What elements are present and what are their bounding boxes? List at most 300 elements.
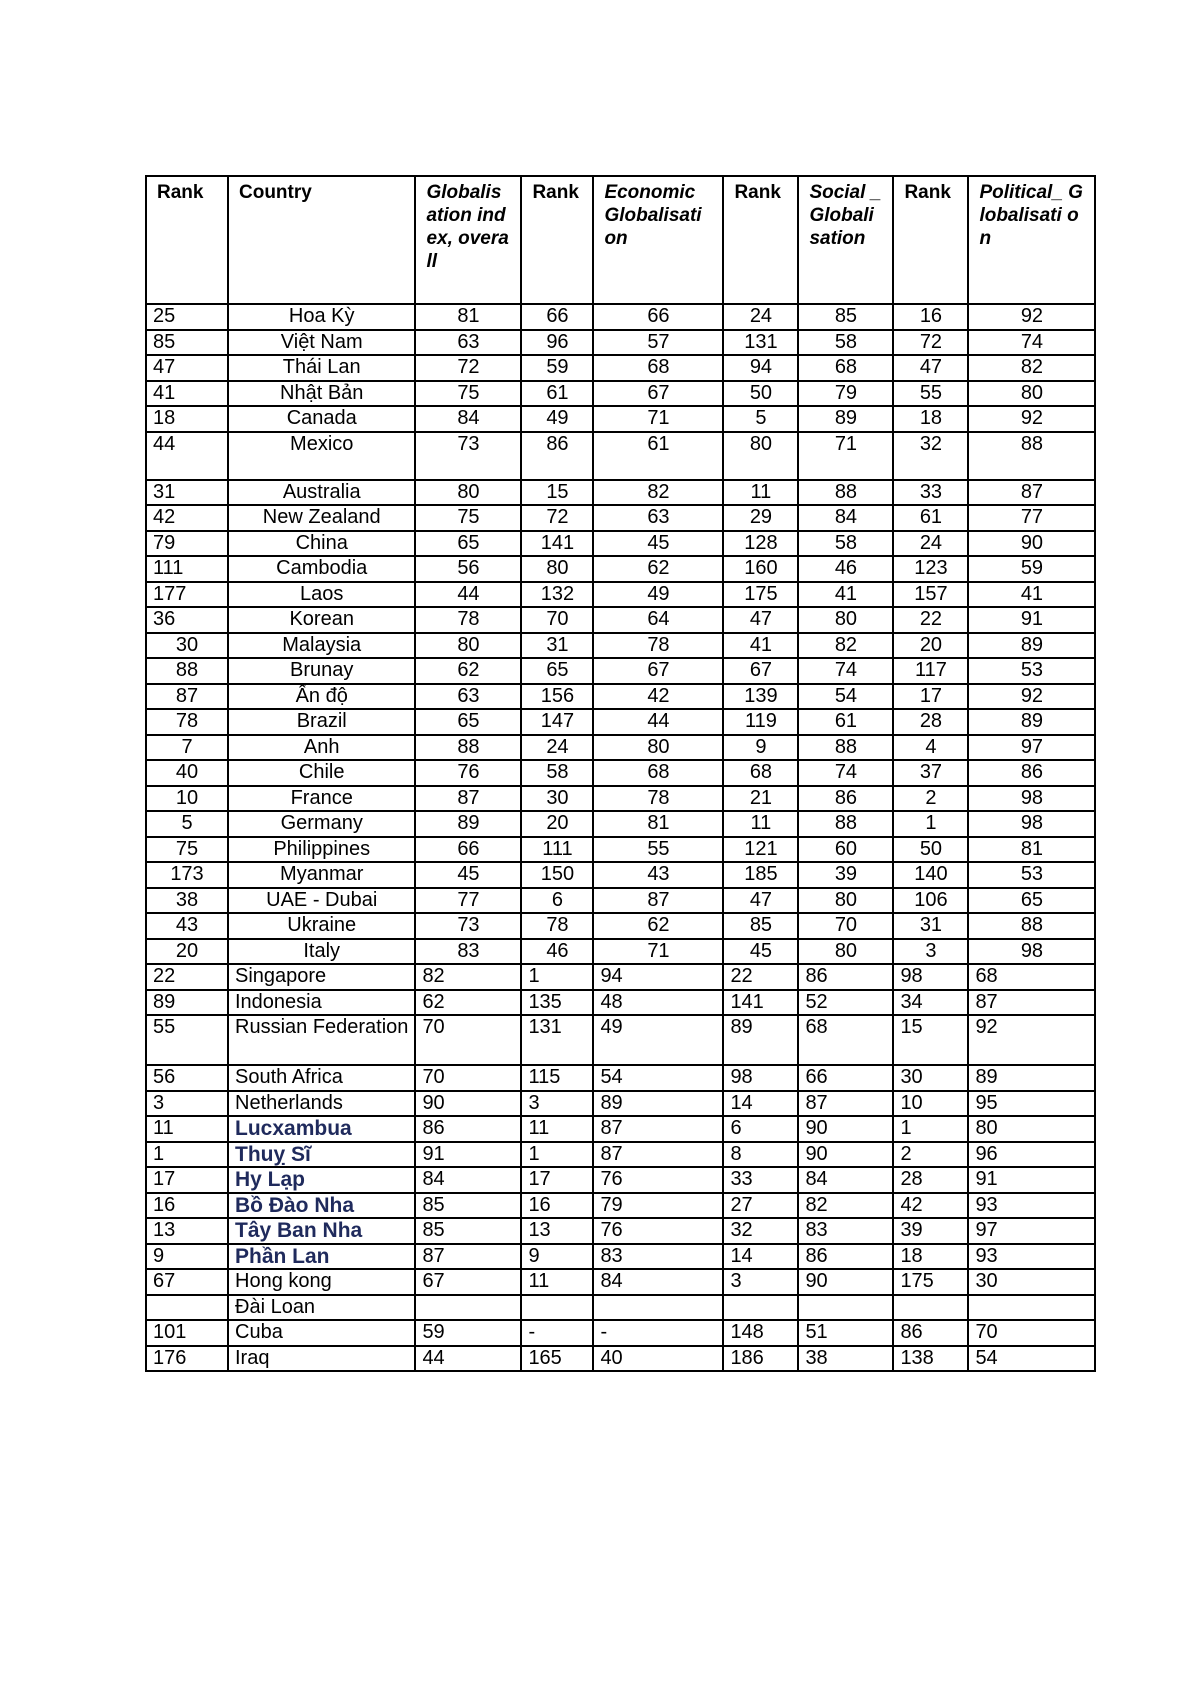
social-rank-cell: 139 bbox=[723, 684, 798, 710]
globalisation-index-cell: 65 bbox=[415, 531, 521, 557]
political-rank-cell: 10 bbox=[893, 1091, 968, 1117]
political-rank-cell: 24 bbox=[893, 531, 968, 557]
social-rank-cell: 98 bbox=[723, 1065, 798, 1091]
social-globalisation-cell: 70 bbox=[798, 913, 893, 939]
political-rank-cell: 18 bbox=[893, 406, 968, 432]
political-globalisation-cell bbox=[968, 1295, 1095, 1321]
political-rank-cell: 47 bbox=[893, 355, 968, 381]
social-globalisation-cell: 80 bbox=[798, 888, 893, 914]
rank-cell: 75 bbox=[146, 837, 228, 863]
table-row bbox=[146, 633, 1095, 659]
social-rank-cell: 131 bbox=[723, 330, 798, 356]
political-globalisation-cell: 97 bbox=[968, 735, 1095, 761]
economic-rank-cell: 15 bbox=[521, 480, 593, 506]
globalisation-index-cell: 84 bbox=[415, 406, 521, 432]
header-rank-political: Rank bbox=[893, 176, 968, 304]
country-cell: Hong kong bbox=[228, 1269, 415, 1295]
table-row bbox=[146, 862, 1095, 888]
political-globalisation-cell: 53 bbox=[968, 862, 1095, 888]
rank-cell: 1 bbox=[146, 1142, 228, 1168]
rank-cell: 111 bbox=[146, 556, 228, 582]
social-globalisation-cell: 88 bbox=[798, 735, 893, 761]
economic-globalisation-cell: 87 bbox=[593, 1116, 723, 1142]
table-row bbox=[146, 1218, 1095, 1244]
economic-globalisation-cell: 94 bbox=[593, 964, 723, 990]
country-cell: Netherlands bbox=[228, 1091, 415, 1117]
economic-rank-cell: 147 bbox=[521, 709, 593, 735]
political-rank-cell: 3 bbox=[893, 939, 968, 965]
rank-cell: 36 bbox=[146, 607, 228, 633]
rank-cell: 55 bbox=[146, 1015, 228, 1065]
economic-globalisation-cell: 49 bbox=[593, 582, 723, 608]
globalisation-index-cell bbox=[415, 1295, 521, 1321]
table-row bbox=[146, 330, 1095, 356]
rank-cell: 3 bbox=[146, 1091, 228, 1117]
political-globalisation-cell: 98 bbox=[968, 811, 1095, 837]
country-cell: South Africa bbox=[228, 1065, 415, 1091]
political-rank-cell: 50 bbox=[893, 837, 968, 863]
political-globalisation-cell: 87 bbox=[968, 480, 1095, 506]
globalisation-index-cell: 62 bbox=[415, 658, 521, 684]
political-rank-cell: 15 bbox=[893, 1015, 968, 1065]
social-globalisation-cell: 90 bbox=[798, 1142, 893, 1168]
political-globalisation-cell: 89 bbox=[968, 709, 1095, 735]
rank-cell: 18 bbox=[146, 406, 228, 432]
social-rank-cell: 14 bbox=[723, 1244, 798, 1270]
economic-rank-cell: 1 bbox=[521, 1142, 593, 1168]
table-row bbox=[146, 1346, 1095, 1372]
social-rank-cell: 5 bbox=[723, 406, 798, 432]
table-row bbox=[146, 990, 1095, 1016]
political-globalisation-cell: 89 bbox=[968, 633, 1095, 659]
social-rank-cell: 141 bbox=[723, 990, 798, 1016]
table-row bbox=[146, 1091, 1095, 1117]
country-cell: UAE - Dubai bbox=[228, 888, 415, 914]
table-row bbox=[146, 684, 1095, 710]
economic-globalisation-cell: 63 bbox=[593, 505, 723, 531]
globalisation-index-cell: 89 bbox=[415, 811, 521, 837]
social-globalisation-cell: 68 bbox=[798, 1015, 893, 1065]
social-rank-cell: 45 bbox=[723, 939, 798, 965]
economic-globalisation-cell: 81 bbox=[593, 811, 723, 837]
economic-rank-cell: 78 bbox=[521, 913, 593, 939]
political-globalisation-cell: 92 bbox=[968, 304, 1095, 330]
social-rank-cell: 175 bbox=[723, 582, 798, 608]
political-rank-cell: 33 bbox=[893, 480, 968, 506]
rank-cell: 79 bbox=[146, 531, 228, 557]
rank-cell: 67 bbox=[146, 1269, 228, 1295]
social-rank-cell: 121 bbox=[723, 837, 798, 863]
economic-globalisation-cell: 89 bbox=[593, 1091, 723, 1117]
rank-cell: 42 bbox=[146, 505, 228, 531]
political-globalisation-cell: 81 bbox=[968, 837, 1095, 863]
economic-rank-cell: 11 bbox=[521, 1116, 593, 1142]
social-globalisation-cell: 84 bbox=[798, 505, 893, 531]
economic-globalisation-cell: 42 bbox=[593, 684, 723, 710]
globalisation-index-cell: 44 bbox=[415, 1346, 521, 1372]
economic-globalisation-cell: 82 bbox=[593, 480, 723, 506]
social-globalisation-cell: 84 bbox=[798, 1167, 893, 1193]
economic-rank-cell: 31 bbox=[521, 633, 593, 659]
country-cell: Italy bbox=[228, 939, 415, 965]
rank-cell: 47 bbox=[146, 355, 228, 381]
political-rank-cell: 28 bbox=[893, 709, 968, 735]
header-political-globalisation: Political_ Globalisati on bbox=[968, 176, 1095, 304]
globalisation-index-cell: 77 bbox=[415, 888, 521, 914]
political-rank-cell: 106 bbox=[893, 888, 968, 914]
social-globalisation-cell bbox=[798, 1295, 893, 1321]
social-rank-cell: 33 bbox=[723, 1167, 798, 1193]
social-globalisation-cell: 82 bbox=[798, 633, 893, 659]
economic-globalisation-cell: 87 bbox=[593, 1142, 723, 1168]
political-rank-cell: 175 bbox=[893, 1269, 968, 1295]
globalisation-index-cell: 90 bbox=[415, 1091, 521, 1117]
political-rank-cell: 72 bbox=[893, 330, 968, 356]
table-row bbox=[146, 1244, 1095, 1270]
social-globalisation-cell: 80 bbox=[798, 939, 893, 965]
economic-rank-cell: 135 bbox=[521, 990, 593, 1016]
table-row bbox=[146, 760, 1095, 786]
political-rank-cell: 22 bbox=[893, 607, 968, 633]
rank-cell: 16 bbox=[146, 1193, 228, 1219]
social-globalisation-cell: 51 bbox=[798, 1320, 893, 1346]
table-row bbox=[146, 505, 1095, 531]
economic-globalisation-cell: 71 bbox=[593, 406, 723, 432]
globalisation-index-cell: 85 bbox=[415, 1218, 521, 1244]
economic-globalisation-cell: 62 bbox=[593, 913, 723, 939]
rank-cell: 31 bbox=[146, 480, 228, 506]
economic-rank-cell: 96 bbox=[521, 330, 593, 356]
country-cell: China bbox=[228, 531, 415, 557]
table-row bbox=[146, 1295, 1095, 1321]
economic-globalisation-cell: 44 bbox=[593, 709, 723, 735]
country-cell: Ukraine bbox=[228, 913, 415, 939]
table-row bbox=[146, 355, 1095, 381]
economic-rank-cell: 141 bbox=[521, 531, 593, 557]
table-row bbox=[146, 1065, 1095, 1091]
economic-globalisation-cell: 78 bbox=[593, 786, 723, 812]
country-cell: Việt Nam bbox=[228, 330, 415, 356]
globalisation-index-cell: 82 bbox=[415, 964, 521, 990]
economic-rank-cell: 70 bbox=[521, 607, 593, 633]
globalisation-index-cell: 87 bbox=[415, 1244, 521, 1270]
economic-globalisation-cell: 68 bbox=[593, 355, 723, 381]
rank-cell: 9 bbox=[146, 1244, 228, 1270]
economic-globalisation-cell: 45 bbox=[593, 531, 723, 557]
globalisation-table bbox=[145, 175, 1096, 1372]
political-rank-cell: 39 bbox=[893, 1218, 968, 1244]
country-cell: Tây Ban Nha bbox=[228, 1218, 415, 1244]
globalisation-index-cell: 83 bbox=[415, 939, 521, 965]
globalisation-index-cell: 73 bbox=[415, 913, 521, 939]
globalisation-index-cell: 91 bbox=[415, 1142, 521, 1168]
social-rank-cell: 50 bbox=[723, 381, 798, 407]
political-globalisation-cell: 54 bbox=[968, 1346, 1095, 1372]
table-row bbox=[146, 304, 1095, 330]
country-cell: Germany bbox=[228, 811, 415, 837]
political-globalisation-cell: 88 bbox=[968, 432, 1095, 480]
political-globalisation-cell: 92 bbox=[968, 1015, 1095, 1065]
globalisation-index-cell: 88 bbox=[415, 735, 521, 761]
social-rank-cell: 67 bbox=[723, 658, 798, 684]
rank-cell: 78 bbox=[146, 709, 228, 735]
globalisation-index-cell: 70 bbox=[415, 1015, 521, 1065]
rank-cell: 7 bbox=[146, 735, 228, 761]
social-globalisation-cell: 38 bbox=[798, 1346, 893, 1372]
political-rank-cell: 34 bbox=[893, 990, 968, 1016]
social-globalisation-cell: 90 bbox=[798, 1116, 893, 1142]
economic-rank-cell: - bbox=[521, 1320, 593, 1346]
economic-rank-cell: 3 bbox=[521, 1091, 593, 1117]
political-rank-cell: 1 bbox=[893, 811, 968, 837]
table-row bbox=[146, 811, 1095, 837]
social-rank-cell: 11 bbox=[723, 480, 798, 506]
table-row bbox=[146, 1142, 1095, 1168]
table-row bbox=[146, 913, 1095, 939]
political-globalisation-cell: 93 bbox=[968, 1193, 1095, 1219]
social-rank-cell: 68 bbox=[723, 760, 798, 786]
rank-cell: 5 bbox=[146, 811, 228, 837]
social-rank-cell: 160 bbox=[723, 556, 798, 582]
social-globalisation-cell: 58 bbox=[798, 531, 893, 557]
social-rank-cell: 185 bbox=[723, 862, 798, 888]
rank-cell: 173 bbox=[146, 862, 228, 888]
political-globalisation-cell: 53 bbox=[968, 658, 1095, 684]
political-globalisation-cell: 70 bbox=[968, 1320, 1095, 1346]
economic-globalisation-cell: 66 bbox=[593, 304, 723, 330]
table-body bbox=[146, 304, 1095, 1371]
country-cell: Thái Lan bbox=[228, 355, 415, 381]
political-rank-cell: 30 bbox=[893, 1065, 968, 1091]
social-globalisation-cell: 89 bbox=[798, 406, 893, 432]
political-globalisation-cell: 92 bbox=[968, 406, 1095, 432]
table-row bbox=[146, 837, 1095, 863]
globalisation-index-cell: 80 bbox=[415, 480, 521, 506]
rank-cell: 176 bbox=[146, 1346, 228, 1372]
economic-globalisation-cell: 79 bbox=[593, 1193, 723, 1219]
rank-cell: 88 bbox=[146, 658, 228, 684]
social-rank-cell: 3 bbox=[723, 1269, 798, 1295]
social-globalisation-cell: 68 bbox=[798, 355, 893, 381]
country-cell: Laos bbox=[228, 582, 415, 608]
political-rank-cell: 37 bbox=[893, 760, 968, 786]
political-rank-cell: 98 bbox=[893, 964, 968, 990]
table-row bbox=[146, 582, 1095, 608]
economic-rank-cell: 132 bbox=[521, 582, 593, 608]
globalisation-index-cell: 56 bbox=[415, 556, 521, 582]
rank-cell: 30 bbox=[146, 633, 228, 659]
political-rank-cell: 4 bbox=[893, 735, 968, 761]
social-rank-cell: 148 bbox=[723, 1320, 798, 1346]
header-social-globalisation: Social _ Globali sation bbox=[798, 176, 893, 304]
political-rank-cell: 2 bbox=[893, 786, 968, 812]
country-cell: Anh bbox=[228, 735, 415, 761]
economic-rank-cell: 131 bbox=[521, 1015, 593, 1065]
globalisation-index-cell: 85 bbox=[415, 1193, 521, 1219]
economic-globalisation-cell: 68 bbox=[593, 760, 723, 786]
table-row bbox=[146, 531, 1095, 557]
country-cell: Cambodia bbox=[228, 556, 415, 582]
economic-rank-cell: 65 bbox=[521, 658, 593, 684]
globalisation-index-cell: 75 bbox=[415, 505, 521, 531]
table-row bbox=[146, 1015, 1095, 1065]
social-rank-cell: 24 bbox=[723, 304, 798, 330]
rank-cell: 22 bbox=[146, 964, 228, 990]
political-globalisation-cell: 97 bbox=[968, 1218, 1095, 1244]
political-globalisation-cell: 95 bbox=[968, 1091, 1095, 1117]
economic-globalisation-cell: 76 bbox=[593, 1167, 723, 1193]
table-row bbox=[146, 432, 1095, 480]
country-cell: Canada bbox=[228, 406, 415, 432]
social-rank-cell: 94 bbox=[723, 355, 798, 381]
political-globalisation-cell: 92 bbox=[968, 684, 1095, 710]
economic-rank-cell: 1 bbox=[521, 964, 593, 990]
social-globalisation-cell: 85 bbox=[798, 304, 893, 330]
rank-cell: 40 bbox=[146, 760, 228, 786]
economic-rank-cell: 59 bbox=[521, 355, 593, 381]
social-globalisation-cell: 86 bbox=[798, 786, 893, 812]
rank-cell: 13 bbox=[146, 1218, 228, 1244]
globalisation-index-cell: 78 bbox=[415, 607, 521, 633]
political-globalisation-cell: 91 bbox=[968, 607, 1095, 633]
political-globalisation-cell: 86 bbox=[968, 760, 1095, 786]
country-cell: Hoa Kỳ bbox=[228, 304, 415, 330]
social-globalisation-cell: 74 bbox=[798, 760, 893, 786]
economic-rank-cell: 86 bbox=[521, 432, 593, 480]
political-globalisation-cell: 90 bbox=[968, 531, 1095, 557]
globalisation-index-cell: 86 bbox=[415, 1116, 521, 1142]
globalisation-index-cell: 63 bbox=[415, 330, 521, 356]
political-globalisation-cell: 77 bbox=[968, 505, 1095, 531]
political-globalisation-cell: 87 bbox=[968, 990, 1095, 1016]
table-row bbox=[146, 888, 1095, 914]
social-globalisation-cell: 66 bbox=[798, 1065, 893, 1091]
economic-rank-cell: 72 bbox=[521, 505, 593, 531]
economic-rank-cell: 80 bbox=[521, 556, 593, 582]
economic-globalisation-cell: 83 bbox=[593, 1244, 723, 1270]
social-rank-cell: 9 bbox=[723, 735, 798, 761]
political-rank-cell: 157 bbox=[893, 582, 968, 608]
social-globalisation-cell: 86 bbox=[798, 964, 893, 990]
header-globalisation-index: Globalis ation index, overall bbox=[415, 176, 521, 304]
country-cell: Chile bbox=[228, 760, 415, 786]
country-cell: France bbox=[228, 786, 415, 812]
economic-rank-cell: 6 bbox=[521, 888, 593, 914]
country-cell: Hy Lạp bbox=[228, 1167, 415, 1193]
social-globalisation-cell: 87 bbox=[798, 1091, 893, 1117]
rank-cell: 101 bbox=[146, 1320, 228, 1346]
political-rank-cell: 55 bbox=[893, 381, 968, 407]
country-cell: Cuba bbox=[228, 1320, 415, 1346]
political-globalisation-cell: 65 bbox=[968, 888, 1095, 914]
table-row bbox=[146, 735, 1095, 761]
social-globalisation-cell: 54 bbox=[798, 684, 893, 710]
table-row bbox=[146, 1320, 1095, 1346]
political-rank-cell: 17 bbox=[893, 684, 968, 710]
country-cell: Indonesia bbox=[228, 990, 415, 1016]
economic-rank-cell: 30 bbox=[521, 786, 593, 812]
globalisation-index-cell: 44 bbox=[415, 582, 521, 608]
social-rank-cell: 119 bbox=[723, 709, 798, 735]
economic-globalisation-cell: 78 bbox=[593, 633, 723, 659]
table-row bbox=[146, 406, 1095, 432]
political-rank-cell: 20 bbox=[893, 633, 968, 659]
rank-cell: 43 bbox=[146, 913, 228, 939]
political-globalisation-cell: 80 bbox=[968, 381, 1095, 407]
social-rank-cell: 128 bbox=[723, 531, 798, 557]
political-rank-cell: 117 bbox=[893, 658, 968, 684]
economic-globalisation-cell: 84 bbox=[593, 1269, 723, 1295]
social-globalisation-cell: 41 bbox=[798, 582, 893, 608]
social-rank-cell: 186 bbox=[723, 1346, 798, 1372]
social-globalisation-cell: 88 bbox=[798, 811, 893, 837]
economic-rank-cell bbox=[521, 1295, 593, 1321]
economic-globalisation-cell: 61 bbox=[593, 432, 723, 480]
social-rank-cell: 22 bbox=[723, 964, 798, 990]
social-globalisation-cell: 90 bbox=[798, 1269, 893, 1295]
table-row bbox=[146, 1116, 1095, 1142]
political-rank-cell: 138 bbox=[893, 1346, 968, 1372]
header-rank: Rank bbox=[146, 176, 228, 304]
economic-globalisation-cell: 71 bbox=[593, 939, 723, 965]
rank-cell: 11 bbox=[146, 1116, 228, 1142]
table-row bbox=[146, 1269, 1095, 1295]
political-globalisation-cell: 96 bbox=[968, 1142, 1095, 1168]
table-row bbox=[146, 381, 1095, 407]
table-row bbox=[146, 786, 1095, 812]
globalisation-index-cell: 73 bbox=[415, 432, 521, 480]
country-cell: Đài Loan bbox=[228, 1295, 415, 1321]
political-globalisation-cell: 98 bbox=[968, 786, 1095, 812]
country-cell: Korean bbox=[228, 607, 415, 633]
globalisation-index-cell: 66 bbox=[415, 837, 521, 863]
economic-globalisation-cell: 80 bbox=[593, 735, 723, 761]
table-row bbox=[146, 607, 1095, 633]
country-cell: New Zealand bbox=[228, 505, 415, 531]
political-rank-cell: 31 bbox=[893, 913, 968, 939]
table-row bbox=[146, 1193, 1095, 1219]
country-cell: Brazil bbox=[228, 709, 415, 735]
country-cell: Nhật Bản bbox=[228, 381, 415, 407]
political-rank-cell: 86 bbox=[893, 1320, 968, 1346]
country-cell: Thuỵ Sĩ bbox=[228, 1142, 415, 1168]
table-row bbox=[146, 964, 1095, 990]
social-globalisation-cell: 80 bbox=[798, 607, 893, 633]
social-globalisation-cell: 52 bbox=[798, 990, 893, 1016]
political-globalisation-cell: 41 bbox=[968, 582, 1095, 608]
social-rank-cell bbox=[723, 1295, 798, 1321]
globalisation-index-cell: 59 bbox=[415, 1320, 521, 1346]
social-rank-cell: 29 bbox=[723, 505, 798, 531]
globalisation-index-cell: 72 bbox=[415, 355, 521, 381]
country-cell: Lucxambua bbox=[228, 1116, 415, 1142]
social-globalisation-cell: 86 bbox=[798, 1244, 893, 1270]
social-globalisation-cell: 83 bbox=[798, 1218, 893, 1244]
globalisation-index-cell: 65 bbox=[415, 709, 521, 735]
political-rank-cell: 123 bbox=[893, 556, 968, 582]
rank-cell: 87 bbox=[146, 684, 228, 710]
globalisation-index-cell: 81 bbox=[415, 304, 521, 330]
globalisation-index-cell: 87 bbox=[415, 786, 521, 812]
economic-globalisation-cell: 49 bbox=[593, 1015, 723, 1065]
political-globalisation-cell: 30 bbox=[968, 1269, 1095, 1295]
political-globalisation-cell: 98 bbox=[968, 939, 1095, 965]
economic-rank-cell: 115 bbox=[521, 1065, 593, 1091]
economic-rank-cell: 46 bbox=[521, 939, 593, 965]
political-rank-cell: 61 bbox=[893, 505, 968, 531]
social-globalisation-cell: 46 bbox=[798, 556, 893, 582]
economic-rank-cell: 16 bbox=[521, 1193, 593, 1219]
